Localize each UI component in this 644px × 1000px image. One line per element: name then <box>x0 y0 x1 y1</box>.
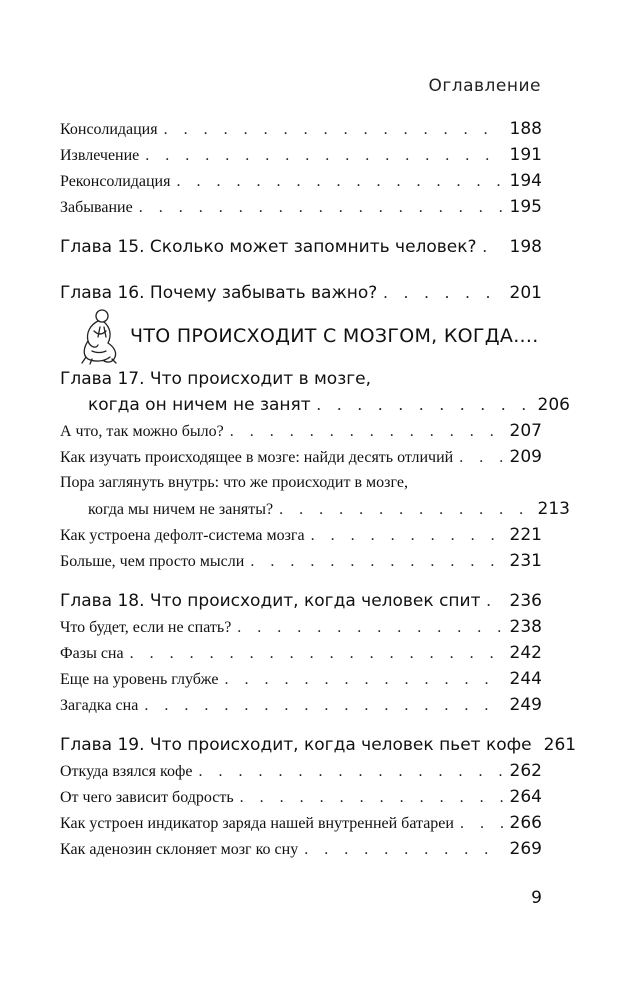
toc-entry-page: 249 <box>509 695 542 715</box>
dot-leader <box>130 641 504 667</box>
dot-leader <box>139 195 504 221</box>
toc-entry[interactable] <box>60 692 542 718</box>
dot-leader <box>164 117 504 143</box>
toc-entry-label: Извлечение <box>60 147 140 164</box>
toc-entry[interactable] <box>60 522 542 548</box>
toc-entry[interactable] <box>60 194 542 220</box>
toc-chapter-19[interactable] <box>60 732 577 758</box>
chapter-label: Глава 15. Сколько может запомнить человек? <box>60 237 477 257</box>
toc-entry-page: 264 <box>509 787 542 807</box>
toc-entry-label: От чего зависит бодрость <box>60 789 234 806</box>
dot-leader <box>383 280 503 306</box>
toc-entry-page: 207 <box>509 421 542 441</box>
toc-entry-label: А что, так можно было? <box>60 423 224 440</box>
dot-leader <box>486 588 503 614</box>
dot-leader <box>459 445 503 471</box>
toc-entry-page: 191 <box>509 145 542 165</box>
toc-chapter-18[interactable] <box>60 588 542 614</box>
toc-entry-page: 195 <box>509 197 542 217</box>
toc-entry[interactable] <box>60 810 542 836</box>
toc-entry-label: Еще на уровень глубже <box>60 671 219 688</box>
toc-entry-label: Фазы сна <box>60 645 124 662</box>
dot-leader <box>237 615 503 641</box>
toc-entry[interactable] <box>60 614 542 640</box>
toc-entry-page: 269 <box>509 839 542 859</box>
chapter-page: 261 <box>543 735 577 755</box>
toc-entry-label: Реконсолидация <box>60 173 171 190</box>
chapter-label: Глава 16. Почему забывать важно? <box>60 283 378 303</box>
toc-entry-page: 194 <box>509 171 542 191</box>
dot-leader <box>304 837 503 863</box>
dot-leader <box>176 169 503 195</box>
dot-leader <box>460 811 504 837</box>
toc-entry-label: Что будет, если не спать? <box>60 619 232 636</box>
chapter-page: 201 <box>509 283 542 303</box>
toc-entry-line2-row <box>60 496 570 522</box>
toc-entry-page: 209 <box>509 447 542 467</box>
toc-entry-label-line2: когда мы ничем не заняты? <box>88 501 274 518</box>
dot-leader <box>145 143 503 169</box>
toc-entry-page: 266 <box>509 813 542 833</box>
toc-chapter-15[interactable] <box>60 234 542 260</box>
dot-leader <box>250 549 503 575</box>
chapter-label: Глава 18. Что происходит, когда человек спит <box>60 591 481 611</box>
toc-entry-page: 231 <box>509 551 542 571</box>
chapter-label-line2: когда он ничем не занят <box>88 395 311 415</box>
toc-entry[interactable] <box>60 666 542 692</box>
chapter-label: Глава 19. Что происходит, когда человек пьет кофе <box>60 735 532 755</box>
table-of-contents <box>60 116 577 862</box>
toc-entry-page: 221 <box>509 525 542 545</box>
toc-entry-label-line1: Пора заглянуть внутрь: что же происходит в мозге, <box>60 474 408 491</box>
toc-entry[interactable] <box>60 444 542 470</box>
toc-entry[interactable] <box>60 418 542 444</box>
dot-leader <box>240 785 504 811</box>
dot-leader <box>225 667 504 693</box>
page-number: 9 <box>531 888 542 908</box>
toc-entry-label: Как устроен индикатор заряда нашей внутренней батареи <box>60 815 454 832</box>
toc-entry-label: Как устроена дефолт-система мозга <box>60 527 305 544</box>
chapter-page: 198 <box>509 237 542 257</box>
toc-entry[interactable] <box>60 548 542 574</box>
toc-chapter-17[interactable] <box>60 366 570 418</box>
toc-entry[interactable] <box>60 116 542 142</box>
toc-entry-label: Как аденозин склоняет мозг ко сну <box>60 841 299 858</box>
dot-leader <box>144 693 503 719</box>
toc-entry[interactable] <box>60 758 542 784</box>
toc-entry[interactable] <box>60 784 542 810</box>
toc-entry-two-line[interactable] <box>60 470 570 522</box>
toc-entry-page: 244 <box>509 669 542 689</box>
running-head: Оглавление <box>428 76 541 96</box>
dot-leader <box>198 759 503 785</box>
toc-entry-label: Консолидация <box>60 121 158 138</box>
toc-chapter-16[interactable] <box>60 280 542 306</box>
dot-leader <box>311 523 504 549</box>
toc-entry-label: Забывание <box>60 199 133 216</box>
toc-entry[interactable] <box>60 142 542 168</box>
toc-entry-page: 242 <box>509 643 542 663</box>
sketch-figure-icon <box>78 307 122 365</box>
section-title: ЧТО ПРОИСХОДИТ С МОЗГОМ, КОГДА.... <box>130 325 539 347</box>
dot-leader <box>483 234 504 260</box>
toc-entry-label: Как изучать происходящее в мозге: найди десять отличий <box>60 449 454 466</box>
toc-entry-label: Загадка сна <box>60 697 139 714</box>
chapter-page: 206 <box>537 395 570 415</box>
toc-entry-page: 262 <box>509 761 542 781</box>
section-heading <box>78 306 542 366</box>
toc-entry-page: 188 <box>509 119 542 139</box>
toc-entry-label: Откуда взялся кофе <box>60 763 193 780</box>
chapter-label-line2-row <box>60 392 570 418</box>
dot-leader <box>230 419 504 445</box>
chapter-page: 236 <box>509 591 542 611</box>
toc-entry[interactable] <box>60 168 542 194</box>
toc-entry-page: 238 <box>509 617 542 637</box>
toc-entry[interactable] <box>60 836 542 862</box>
dot-leader <box>279 497 531 523</box>
toc-entry-label: Больше, чем просто мысли <box>60 553 245 570</box>
toc-entry-page: 213 <box>537 499 570 519</box>
toc-entry-line1-row <box>60 470 542 496</box>
dot-leader <box>317 392 532 418</box>
chapter-label-line1: Глава 17. Что происходит в мозге, <box>60 369 372 389</box>
toc-entry[interactable] <box>60 640 542 666</box>
